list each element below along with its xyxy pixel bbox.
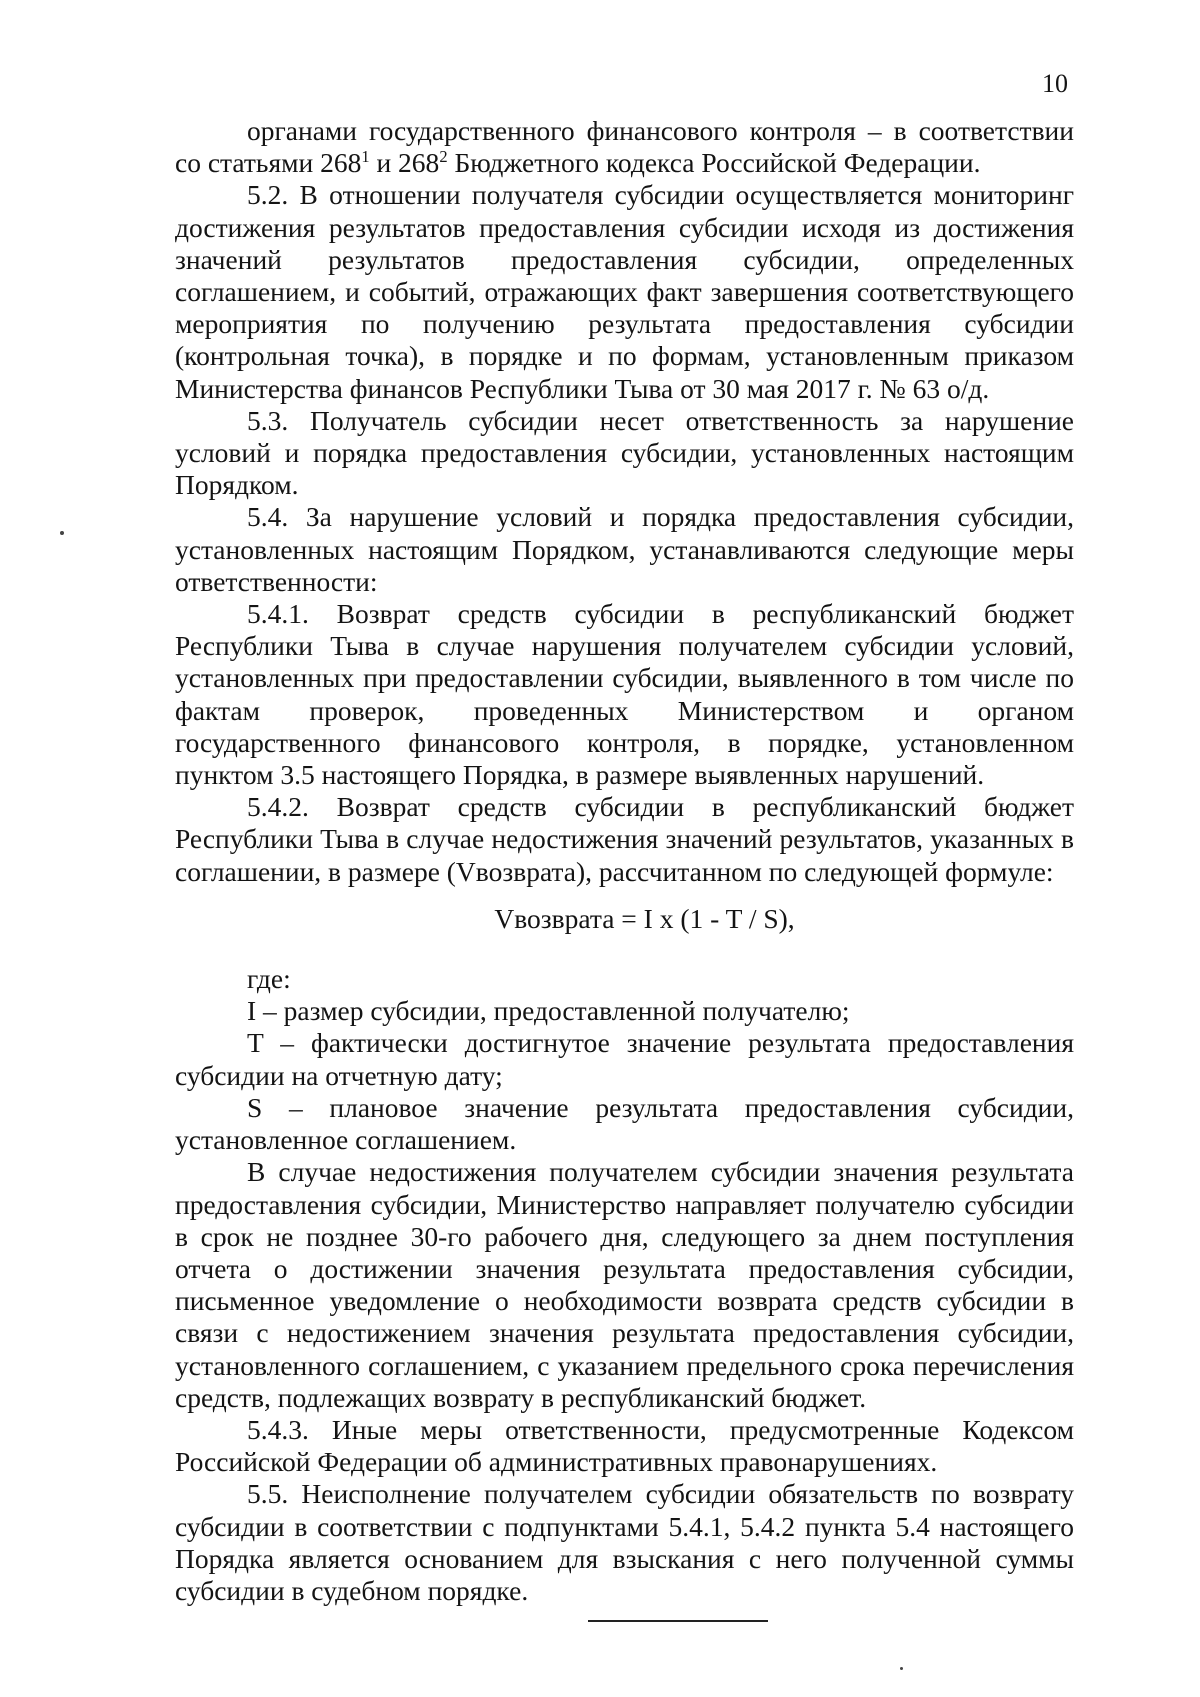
paragraph-text: и 268 [369, 147, 440, 179]
paragraph-text: органами государственного финансового контроля – в соответствии со статьями 268 [175, 115, 1074, 179]
paragraph-failure-notice: В случае недостижения получателем субсидии значения результата предоставления субсидии, Министерство направляет получателю субсидии в срок не позднее 30-го рабочего дня, следующего за днем поступления отчета о достижении значения результата предоставления субсидии, письменное уведомление о необходимости возврата средств субсидии в связи с недостижением значения результата предоставления субсидии, установленного соглашением, с указанием предельного срока перечисления средств, подлежащих возврату в республиканский бюджет. [175, 1156, 1074, 1413]
paragraph-definition-t: T – фактически достигнутое значение результата предоставления субсидии на отчетную дату; [175, 1027, 1074, 1091]
paragraph-definition-s: S – плановое значение результата предоставления субсидии, установленное соглашением. [175, 1091, 1074, 1156]
paragraph-5-2: 5.2. В отношении получателя субсидии осуществляется мониторинг достижения результатов предоставления субсидии исходя из достижения значений результатов предоставления субсидии, определенных соглашением, и событий, отражающих факт завершения соответствующего мероприятия по получению результата предоставления субсидии (контрольная точка), в порядке и по формам, установленным приказом Министерства финансов Республики Тыва от 30 мая 2017 г. № 63 о/д. [175, 179, 1074, 404]
paragraph-5-4-2: 5.4.2. Возврат средств субсидии в республиканский бюджет Республики Тыва в случае недостижения значений результатов, указанных в соглашении, в размере (Vвозврата), рассчитанном по следующей формуле: [175, 791, 1074, 887]
superscript: 1 [361, 147, 370, 167]
paragraph-5-5: 5.5. Неисполнение получателем субсидии обязательств по возврату субсидии в соответствии с подпунктами 5.4.1, 5.4.2 пункта 5.4 настоящего Порядка является основанием для взыскания с него полученной суммы субсидии в судебном порядке. [175, 1478, 1074, 1606]
page-number: 10 [1042, 69, 1068, 98]
formula: Vвозврата = I x (1 - T / S), [494, 902, 795, 934]
scan-speck [900, 1667, 903, 1670]
paragraph-text: Бюджетного кодекса Российской Федерации. [447, 147, 981, 179]
document-body [175, 115, 1074, 1607]
paragraph-5-3: 5.3. Получатель субсидии несет ответственность за нарушение условий и порядка предоставления субсидии, установленных настоящим Порядком. [175, 404, 1074, 501]
scan-speck [60, 531, 64, 535]
paragraph-5-4-3: 5.4.3. Иные меры ответственности, предусмотренные Кодексом Российской Федерации об административных правонарушениях. [175, 1413, 1074, 1478]
paragraph-where: где: [247, 963, 291, 995]
paragraph-5-4-1: 5.4.1. Возврат средств субсидии в республиканский бюджет Республики Тыва в случае нарушения получателем субсидии условий, установленных при предоставлении субсидии, выявленного в том числе по фактам проверок, проведенных Министерством и органом государственного финансового контроля, в порядке, установленном пунктом 3.5 настоящего Порядка, в размере выявленных нарушений. [175, 598, 1074, 791]
paragraph-continuation [175, 115, 1074, 179]
end-rule [588, 1620, 768, 1622]
superscript: 2 [439, 147, 448, 167]
paragraph-5-4: 5.4. За нарушение условий и порядка предоставления субсидии, установленных настоящим Порядком, устанавливаются следующие меры ответственности: [175, 501, 1074, 597]
paragraph-definition-i: I – размер субсидии, предоставленной получателю; [247, 995, 850, 1027]
